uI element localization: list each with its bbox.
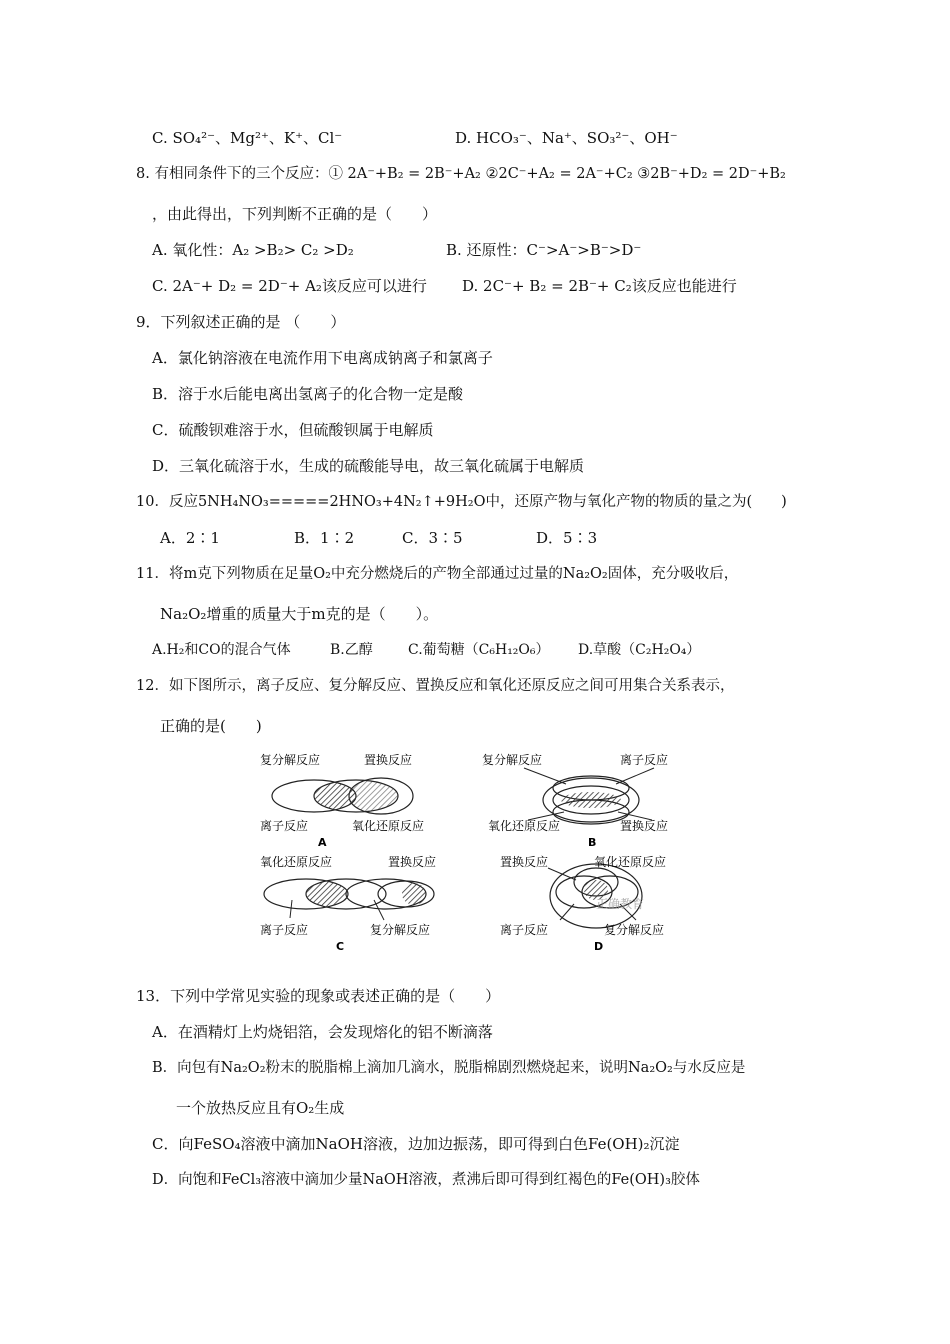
diagram-a-label-br: 氧化还原反应 (352, 819, 425, 833)
set-relation-diagrams (256, 750, 696, 956)
diagram-d-label-tr: 氧化还原反应 (594, 855, 667, 869)
q11-option-d: D.草酸（C₂H₂O₄） (578, 642, 701, 658)
diagram-b (482, 752, 668, 849)
diagram-a-label-tl: 复分解反应 (260, 753, 321, 767)
diagram-a-label-tr: 置换反应 (364, 753, 413, 767)
diagram-c-letter: C (336, 940, 345, 953)
diagram-b-letter: B (588, 836, 597, 849)
q13-stem: 13．下列中学常见实验的现象或表述正确的是（ ） (136, 987, 501, 1005)
q9-option-d: D．三氧化硫溶于水，生成的硫酸能导电，故三氧化硫属于电解质 (152, 457, 585, 475)
diagram-c (260, 854, 436, 953)
diagram-b-label-br: 置换反应 (620, 819, 669, 833)
q7-option-c: C. SO₄²⁻、Mg²⁺、K⁺、Cl⁻ (152, 129, 343, 147)
q11-option-a: A.H₂和CO的混合气体 (152, 642, 291, 658)
q10-stem: 10．反应5NH₄NO₃=====2HNO₃+4N₂↑+9H₂O中，还原产物与氧化产物的物质的量之为( ) (136, 494, 787, 510)
q11-stem: 11．将m克下列物质在足量O₂中充分燃烧后的产物全部通过过量的Na₂O₂固体，充分吸收后， (136, 566, 739, 582)
q8-option-a: A. 氧化性：A₂ >B₂> C₂ >D₂ (152, 241, 354, 259)
q8-option-b: B. 还原性：C⁻>A⁻>B⁻>D⁻ (446, 241, 642, 259)
diagram-d-label-bl: 离子反应 (500, 923, 549, 937)
q11-option-c: C.葡萄糖（C₆H₁₂O₆） (408, 642, 550, 658)
diagram-b-label-tr: 离子反应 (620, 753, 669, 767)
diagram-d-label-tl: 置换反应 (500, 855, 549, 869)
q10-option-c: C．3∶5 (402, 529, 463, 547)
q13-option-a: A．在酒精灯上灼烧铝箔，会发现熔化的铝不断滴落 (152, 1023, 493, 1041)
q12-stem-cont: 正确的是( ) (160, 717, 262, 735)
q11-stem-cont: Na₂O₂增重的质量大于m克的是（ ）。 (160, 605, 439, 623)
q10-option-b: B．1∶2 (294, 529, 355, 547)
diagram-d-label-br: 复分解反应 (604, 923, 665, 937)
q12-stem: 12．如下图所示，离子反应、复分解反应、置换反应和氧化还原反应之间可用集合关系表示， (136, 678, 735, 694)
diagram-d-watermark: 正确教育 (596, 897, 645, 911)
diagram-c-label-br: 复分解反应 (370, 923, 431, 937)
diagram-a-letter: A (318, 836, 327, 849)
diagram-b-label-bl: 氧化还原反应 (488, 819, 561, 833)
diagram-c-label-bl: 离子反应 (260, 923, 309, 937)
q13-option-d: D．向饱和FeCl₃溶液中滴加少量NaOH溶液，煮沸后即可得到红褐色的Fe(OH)₃胶体 (152, 1172, 700, 1188)
q10-option-d: D．5∶3 (536, 529, 598, 547)
diagram-b-label-tl: 复分解反应 (482, 753, 543, 767)
q11-option-b: B.乙醇 (330, 642, 373, 658)
diagram-a (260, 752, 424, 849)
q8-option-d: D. 2C⁻+ B₂ = 2B⁻+ C₂该反应也能进行 (462, 277, 737, 295)
set-diagram-svg (256, 750, 696, 956)
diagram-d (500, 854, 666, 953)
q9-option-c: C．硫酸钡难溶于水，但硫酸钡属于电解质 (152, 421, 434, 439)
q8-stem-cont: ，由此得出，下列判断不正确的是（ ） (152, 205, 438, 223)
q7-option-d: D. HCO₃⁻、Na⁺、SO₃²⁻、OH⁻ (455, 129, 678, 147)
q13-option-b-cont: 一个放热反应且有O₂生成 (176, 1099, 345, 1117)
diagram-a-label-bl: 离子反应 (260, 819, 309, 833)
q9-option-b: B．溶于水后能电离出氢离子的化合物一定是酸 (152, 385, 464, 403)
diagram-c-label-tr: 置换反应 (388, 855, 437, 869)
q10-option-a: A．2∶1 (160, 529, 220, 547)
q13-option-c: C．向FeSO₄溶液中滴加NaOH溶液，边加边振荡，即可得到白色Fe(OH)₂沉淀 (152, 1135, 680, 1153)
q8-option-c: C. 2A⁻+ D₂ = 2D⁻+ A₂该反应可以进行 (152, 277, 427, 295)
q8-stem: 8. 有相同条件下的三个反应：① 2A⁻+B₂ = 2B⁻+A₂ ②2C⁻+A₂ = 2A⁻+C₂ ③2B⁻+D₂ = 2D⁻+B₂ (136, 166, 786, 182)
q9-option-a: A．氯化钠溶液在电流作用下电离成钠离子和氯离子 (152, 349, 493, 367)
q13-option-b: B．向包有Na₂O₂粉末的脱脂棉上滴加几滴水，脱脂棉剧烈燃烧起来，说明Na₂O₂与水反应是 (152, 1060, 746, 1076)
diagram-c-label-tl: 氧化还原反应 (260, 855, 333, 869)
q9-stem: 9．下列叙述正确的是 （ ） (136, 313, 346, 331)
diagram-d-letter: D (594, 940, 604, 953)
